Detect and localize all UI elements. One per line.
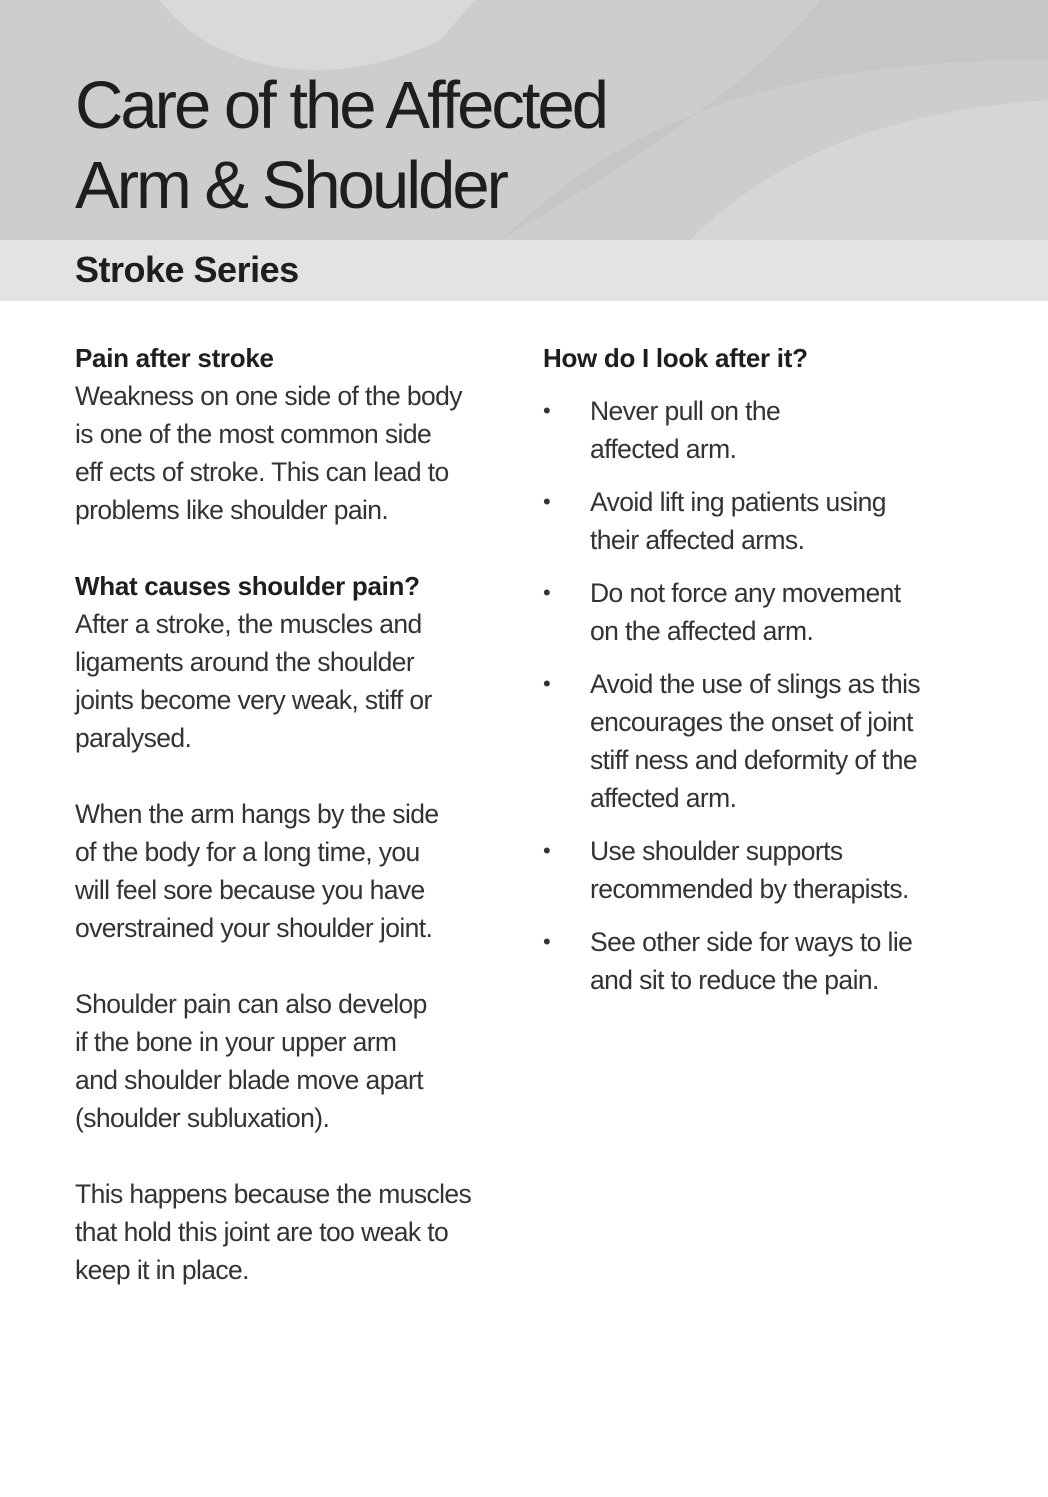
list-item-text: Use shoulder supports recommended by therapists.	[590, 836, 909, 904]
list-item	[543, 832, 963, 908]
pain-heading: Pain after stroke	[75, 343, 274, 373]
list-item	[543, 574, 963, 650]
bullet-icon: •	[543, 398, 551, 423]
care-heading: How do I look after it?	[543, 343, 808, 373]
list-item	[543, 392, 963, 468]
list-item-text: Avoid lift ing patients using their affected arms.	[590, 487, 886, 555]
pain-paragraph: Weakness on one side of the body is one of the most common side eff ects of stroke. This can lead to problems like shoulder pain.	[75, 381, 462, 525]
series-label: Stroke Series	[75, 249, 299, 290]
causes-heading: What causes shoulder pain?	[75, 571, 420, 601]
title-line-2: Arm & Shoulder	[75, 148, 506, 223]
bullet-icon: •	[543, 489, 551, 514]
list-item	[543, 483, 963, 559]
bullet-icon: •	[543, 580, 551, 605]
bullet-icon: •	[543, 838, 551, 863]
list-item	[543, 665, 963, 817]
list-item-text: See other side for ways to lie and sit to reduce the pain.	[590, 927, 913, 995]
causes-paragraph-3: Shoulder pain can also develop if the bone in your upper arm and shoulder blade move apart (shoulder subluxation).	[75, 989, 427, 1133]
list-item-text: Never pull on the affected arm.	[590, 396, 781, 464]
bullet-icon: •	[543, 671, 551, 696]
causes-paragraph-1: After a stroke, the muscles and ligaments around the shoulder joints become very weak, stiff or paralysed.	[75, 609, 432, 753]
causes-paragraph-2: When the arm hangs by the side of the body for a long time, you will feel sore because you have overstrained your shoulder joint.	[75, 799, 439, 943]
right-column	[543, 339, 963, 1014]
bullet-icon: •	[543, 929, 551, 954]
list-item-text: Do not force any movement on the affected arm.	[590, 578, 901, 646]
list-item	[543, 923, 963, 999]
left-column	[75, 339, 515, 1289]
page-title	[75, 66, 606, 226]
causes-paragraph-4: This happens because the muscles that hold this joint are too weak to keep it in place.	[75, 1179, 472, 1285]
list-item-text: Avoid the use of slings as this encourages the onset of joint stiff ness and deformity of the affected arm.	[590, 669, 921, 813]
care-list	[543, 392, 963, 999]
title-line-1: Care of the Affected	[75, 68, 606, 143]
header-banner	[0, 0, 1048, 240]
